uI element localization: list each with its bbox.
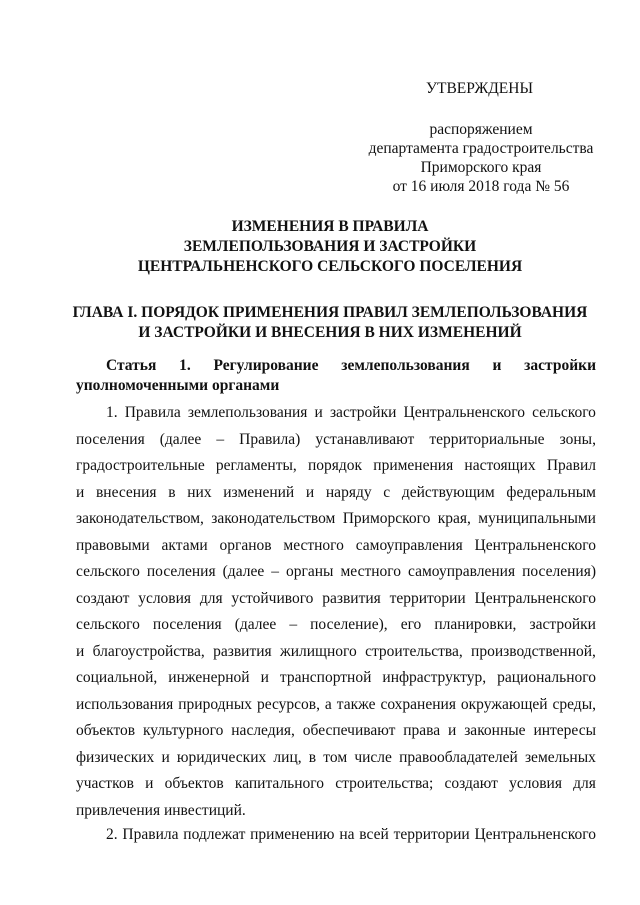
paragraph-line: участков и объектов капитального строительства; создают условия для	[76, 775, 596, 792]
paragraph-line: создают условия для устойчивого развития территории Центральненского	[76, 589, 596, 607]
paragraph-line: социальной, инженерной и транспортной инфраструктур, рационального	[76, 669, 596, 686]
approval-line: департамента градостроительства	[368, 140, 594, 157]
paragraph-line: законодательством, законодательством Приморского края, муниципальными	[76, 510, 596, 527]
paragraph-line: и внесения в них изменений и наряду с действующим федеральным	[76, 483, 596, 501]
article-word: и	[492, 357, 502, 374]
paragraph-line: правовыми актами органов местного самоуправления Центральненского	[76, 536, 596, 554]
paragraph-1	[76, 400, 596, 824]
document-title-line: ЗЕМЛЕПОЛЬЗОВАНИЯ И ЗАСТРОЙКИ	[183, 238, 477, 255]
document-title	[60, 217, 600, 277]
paragraph-line: объектов культурного наследия, обеспечивают права и законные интересы	[76, 722, 596, 739]
chapter-title-line: И ЗАСТРОЙКИ И ВНЕСЕНИЯ В НИХ ИЗМЕНЕНИЙ	[138, 324, 522, 341]
article-word: Статья	[106, 357, 157, 374]
paragraph-line: поселения (далее – Правила) устанавливают территориальные зоны,	[76, 430, 596, 448]
article-word: 1.	[179, 357, 191, 374]
paragraph-line: сельского поселения (далее – органы местного самоуправления поселения)	[76, 563, 596, 580]
article-heading-line	[76, 356, 596, 376]
article-word: Регулирование	[213, 357, 319, 374]
paragraph-2	[76, 822, 596, 849]
document-title-line: ЦЕНТРАЛЬНЕНСКОГО СЕЛЬСКОГО ПОСЕЛЕНИЯ	[137, 258, 523, 275]
paragraph-line: 2. Правила подлежат применению на всей территории Центральненского	[106, 826, 596, 843]
approval-line: Приморского края	[420, 159, 542, 176]
approval-date: от 16 июля 2018 года № 56	[392, 178, 570, 195]
paragraph-line: привлечения инвестиций.	[76, 801, 246, 819]
paragraph-line: градостроительные регламенты, порядок применения настоящих Правил	[76, 457, 596, 474]
chapter-title	[60, 303, 600, 343]
paragraph-line: использования природных ресурсов, а также сохранения окружающей среды,	[76, 695, 596, 713]
chapter-title-line: ГЛАВА I. ПОРЯДОК ПРИМЕНЕНИЯ ПРАВИЛ ЗЕМЛЕПОЛЬЗОВАНИЯ	[72, 304, 588, 321]
article-heading-line: уполномоченными органами	[76, 377, 280, 394]
approval-title: УТВЕРЖДЕНЫ	[426, 80, 533, 97]
paragraph-line: 1. Правила землепользования и застройки Центральненского сельского	[106, 404, 596, 421]
paragraph-line: физических и юридических лиц, в том числе правообладателей земельных	[76, 748, 596, 766]
paragraph-line: и благоустройства, развития жилищного строительства, производственной,	[76, 642, 596, 660]
paragraph-line: сельского поселения (далее – поселение), его планировки, застройки	[76, 616, 596, 633]
approval-line: распоряжением	[429, 121, 533, 138]
article-word: застройки	[524, 357, 596, 374]
article-word: землепользования	[341, 357, 470, 374]
document-title-line: ИЗМЕНЕНИЯ В ПРАВИЛА	[231, 218, 429, 235]
article-heading	[76, 356, 596, 396]
